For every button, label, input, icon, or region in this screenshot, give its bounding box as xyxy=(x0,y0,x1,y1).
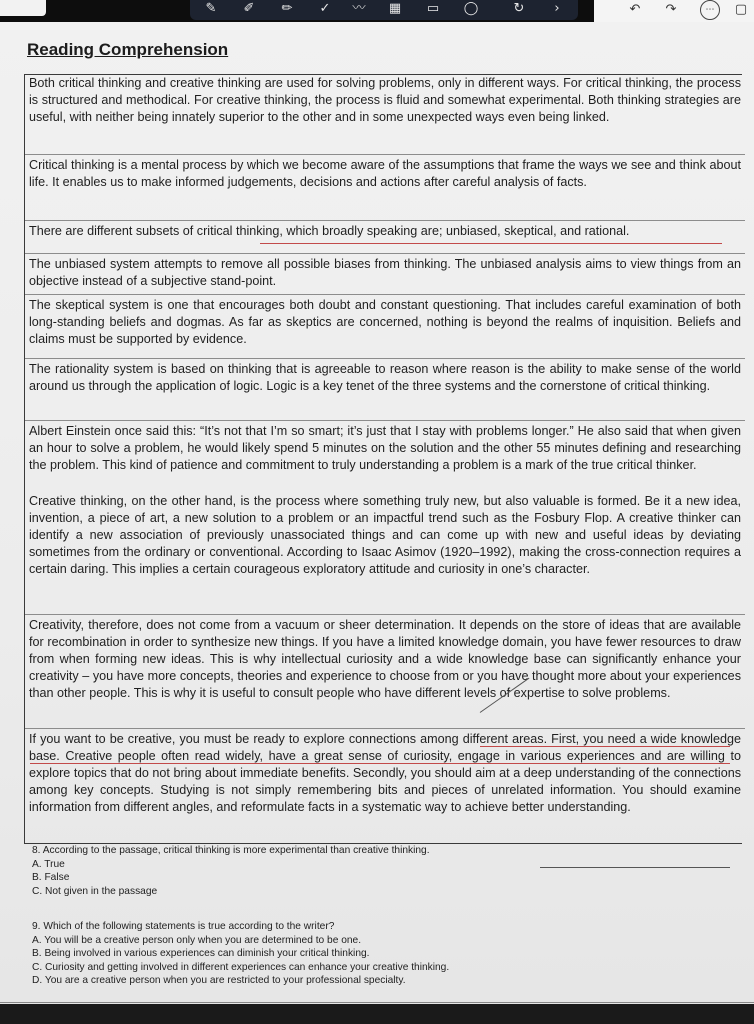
paragraph-unbiased: The unbiased system attempts to remove all possible biases from thinking. The unbiased analysis aims to view things from an objective instead of a subjective stand-point. xyxy=(29,257,741,288)
paragraph-critical-definition: Critical thinking is a mental process by which we become aware of the assumptions that frame the ways we see and think about life. It enables us to make informed judgements, decisions and actions after careful analysis of facts. xyxy=(29,158,741,189)
undo-redo-icon[interactable]: ↻ xyxy=(513,1,525,16)
drawing-tools xyxy=(190,0,578,20)
paragraph-creativity-source: Creativity, therefore, does not come from a vacuum or sheer determination. It depends on the store of ideas that are available for recombination in order to synthesize new things. If you have a limited knowledge domain, you have fewer resources to draw from when forming new ideas. This is why intellectual curiosity and a wide knowledge base can significantly enhance your creativity – you have more concepts, theories and experience to choose from or you have thought more about your experiences than other people. This is why it is useful to consult people who have different levels of expertise to solve problems. xyxy=(29,618,741,700)
paragraph-creative: Creative thinking, on the other hand, is the process where something truly new, but also valuable is formed. Be it a new idea, invention, a piece of art, a new solution to a problem or an impactful trend such as the Fosbury Flop. A creative thinker can identify a new association of previously unassociated things and can come up with new and useful ideas by deviating sometimes from the ordinary or conventional. According to Isaac Asimov (1920–1992), making the cross-connection requires a certain daring. This implies a certain courageous exploratory attitude and curiosity in one’s character. xyxy=(29,494,741,576)
highlighter-icon[interactable]: ✐ xyxy=(243,1,255,16)
shape-icon[interactable]: ◯ xyxy=(463,1,479,16)
pencil-icon[interactable]: ✏ xyxy=(281,1,293,16)
back-tab[interactable] xyxy=(0,0,46,16)
red-underline-annotation xyxy=(480,746,730,747)
answer-line xyxy=(540,867,730,868)
red-underline-annotation xyxy=(30,763,730,764)
red-underline-annotation xyxy=(260,243,722,244)
option-d[interactable]: D. You are a creative person when you are restricted to your professional specialty. xyxy=(32,975,406,986)
paragraph-subsets: There are different subsets of critical thinking, which broadly speaking are; unbiased, skeptical, and rational. xyxy=(29,223,741,240)
fullscreen-icon[interactable]: ▢ xyxy=(734,2,748,17)
question-stem: 9. Which of the following statements is true according to the writer? xyxy=(32,921,335,932)
paragraph-intro: Both critical thinking and creative thinking are used for solving problems, only in different ways. For critical thinking, the process is structured and methodical. For creative thinking, the process is fluid and somewhat experimental. Both thinking strategies are useful, with neither being innately superior to the other and in some unexpected ways even being linked. xyxy=(29,76,741,124)
image-icon[interactable]: ▭ xyxy=(426,1,440,16)
worksheet-page xyxy=(0,22,754,1004)
ruler-icon[interactable]: ▦ xyxy=(388,1,402,16)
page-bottom-divider xyxy=(0,1002,754,1003)
passage-box xyxy=(24,74,742,844)
option-c[interactable]: C. Not given in the passage xyxy=(32,885,158,897)
paragraph-skeptical: The skeptical system is one that encourages both doubt and constant questioning. That includes careful examination of both long-standing beliefs and dogmas. As far as skeptics are concerned, nothing is beyond the realms of inquisition. Beliefs and claims must be supported by evidence. xyxy=(29,298,741,346)
option-b[interactable]: B. Being involved in various experiences can diminish your critical thinking. xyxy=(32,948,370,959)
more-options-icon[interactable]: ⋯ xyxy=(700,0,720,20)
check-icon[interactable]: ✓ xyxy=(319,1,331,16)
lasso-icon[interactable]: 〰 xyxy=(352,1,366,16)
paragraph-rationality: The rationality system is based on thinking that is agreeable to reason where reason is the ability to make sense of the world around us through the application of logic. Logic is a key tenet of the three systems and the cornerstone of critical thinking. xyxy=(29,362,741,393)
option-b[interactable]: B. False xyxy=(32,872,70,883)
option-a[interactable]: A. True xyxy=(32,858,65,870)
undo-icon[interactable]: ↶ xyxy=(629,2,641,17)
redo-icon[interactable]: ↷ xyxy=(665,2,677,17)
history-controls xyxy=(594,0,754,22)
annotation-toolbar xyxy=(0,0,754,22)
option-a[interactable]: A. You will be a creative person only when you are determined to be one. xyxy=(32,934,362,946)
question-8 xyxy=(32,844,430,898)
chevron-right-icon[interactable]: › xyxy=(554,1,560,16)
page-title: Reading Comprehension xyxy=(27,40,229,59)
paragraph-be-creative: If you want to be creative, you must be ready to explore connections among different areas. First, you need a wide knowledge base. Creative people often read widely, have a great sense of curiosity, engage in various experiences and are willing to explore topics that do not bring about immediate benefits. Secondly, you should aim at a deep understanding of the connections among key concepts. Studying is not simply remembering bits and pieces of unrelated information. You should examine information from different angles, and reformulate facts in a systematic way to achieve better understanding. xyxy=(29,732,741,814)
question-stem: 8. According to the passage, critical thinking is more experimental than creative thinking. xyxy=(32,845,430,856)
paragraph-einstein: Albert Einstein once said this: “It’s not that I’m so smart; it’s just that I stay with problems longer.” He also said that when given an hour to solve a problem, he would likely spend 5 minutes on the solution and the other 55 minutes defining and researching the problem. This kind of patience and commitment to truly understanding a problem is a mark of the true critical thinker. xyxy=(29,424,741,472)
option-c[interactable]: C. Curiosity and getting involved in different experiences can enhance your creative thinking. xyxy=(32,961,450,973)
question-9 xyxy=(32,920,449,988)
pen-icon[interactable]: ✎ xyxy=(205,1,217,16)
